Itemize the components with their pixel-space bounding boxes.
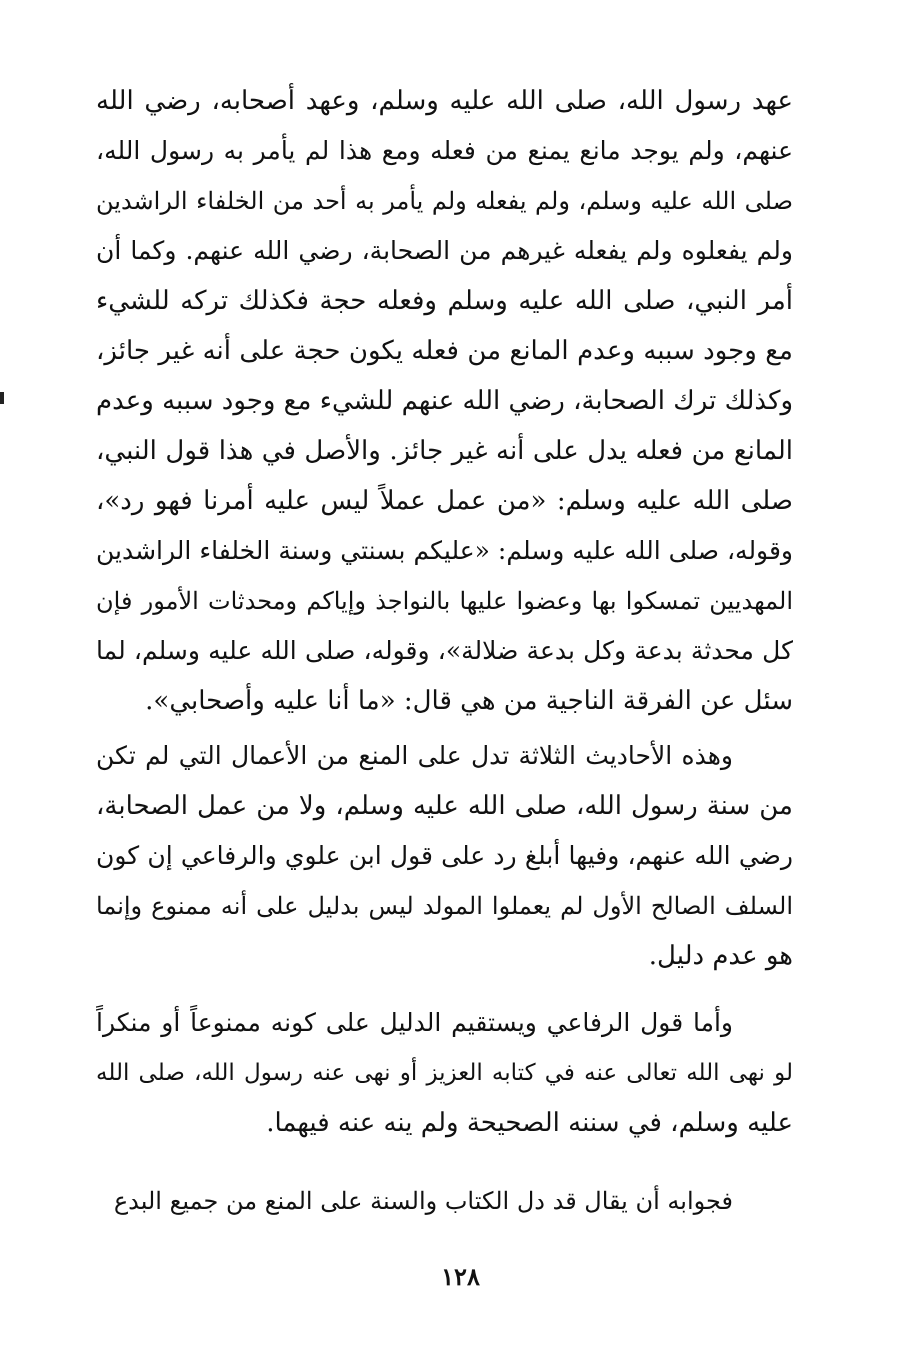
text-line: من سنة رسول الله، صلى الله عليه وسلم، ولا من عمل الصحابة، bbox=[96, 791, 793, 821]
text-line: صلى الله عليه وسلم: «من عمل عملاً ليس عليه أمرنا فهو رد»، bbox=[96, 486, 793, 516]
text-line: المهديين تمسكوا بها وعضوا عليها بالنواجذ وإياكم ومحدثات الأمور فإن bbox=[96, 587, 793, 615]
text-line: مع وجود سببه وعدم المانع من فعله يكون حجة على أنه غير جائز، bbox=[96, 336, 793, 366]
text-line: كل محدثة بدعة وكل بدعة ضلالة»، وقوله، صلى الله عليه وسلم، لما bbox=[96, 636, 793, 665]
page-number: ١٢٨ bbox=[441, 1262, 480, 1291]
text-line: رضي الله عنهم، وفيها أبلغ رد على قول ابن علوي والرفاعي إن كون bbox=[96, 841, 793, 870]
text-line: وأما قول الرفاعي ويستقيم الدليل على كونه ممنوعاً أو منكراً bbox=[96, 1008, 733, 1037]
text-line: عهد رسول الله، صلى الله عليه وسلم، وعهد أصحابه، رضي الله bbox=[96, 86, 793, 116]
text-line: ولم يفعلوه ولم يفعله غيرهم من الصحابة، رضي الله عنهم. وكما أن bbox=[96, 236, 793, 265]
text-line: عنهم، ولم يوجد مانع يمنع من فعله ومع هذا لم يأمر به رسول الله، bbox=[96, 136, 793, 165]
text-line: لو نهى الله تعالى عنه في كتابه العزيز أو نهى عنه رسول الله، صلى الله bbox=[96, 1060, 793, 1086]
text-line: وقوله، صلى الله عليه وسلم: «عليكم بسنتي وسنة الخلفاء الراشدين bbox=[96, 536, 793, 565]
text-line: المانع من فعله يدل على أنه غير جائز. والأصل في هذا قول النبي، bbox=[96, 436, 793, 466]
text-line: سئل عن الفرقة الناجية من هي قال: «ما أنا عليه وأصحابي». bbox=[145, 686, 793, 716]
text-line: هو عدم دليل. bbox=[648, 941, 793, 971]
text-line: فجوابه أن يقال قد دل الكتاب والسنة على المنع من جميع البدع bbox=[113, 1187, 733, 1215]
text-line: عليه وسلم، في سننه الصحيحة ولم ينه عنه فيهما. bbox=[266, 1108, 793, 1138]
text-line: وكذلك ترك الصحابة، رضي الله عنهم للشيء مع وجود سببه وعدم bbox=[96, 386, 793, 416]
text-line: صلى الله عليه وسلم، ولم يفعله ولم يأمر به أحد من الخلفاء الراشدين bbox=[96, 187, 793, 215]
text-line: السلف الصالح الأول لم يعملوا المولد ليس بدليل على أنه ممنوع وإنما bbox=[96, 892, 793, 920]
text-line: أمر النبي، صلى الله عليه وسلم وفعله حجة فكذلك تركه للشيء bbox=[96, 286, 793, 316]
text-line: وهذه الأحاديث الثلاثة تدل على المنع من الأعمال التي لم تكن bbox=[96, 741, 733, 770]
margin-mark bbox=[0, 392, 4, 404]
